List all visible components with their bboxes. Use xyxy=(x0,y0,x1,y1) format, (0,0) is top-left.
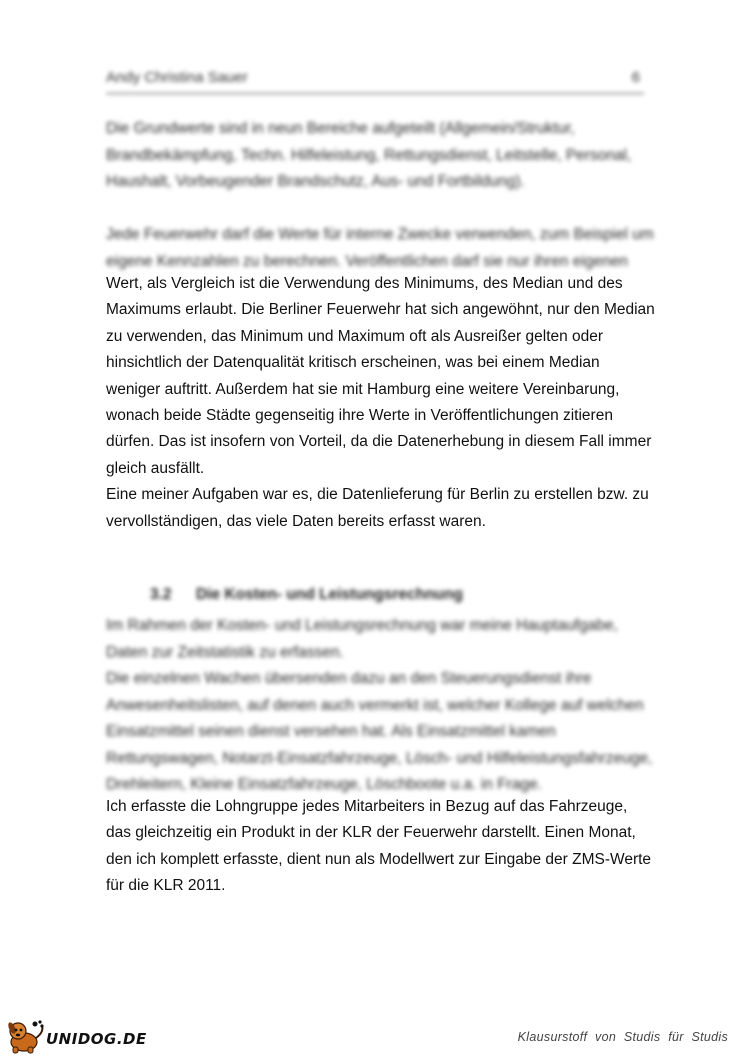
text-line: Ich erfasste die Lohngruppe jedes Mitarbeiters in Bezug auf das Fahrzeuge, xyxy=(106,798,628,815)
text-line: Die Grundwerte sind in neun Bereiche aufgeteilt (Allgemein/Struktur, xyxy=(106,120,575,137)
section-title: Die Kosten- und Leistungsrechnung xyxy=(196,586,463,603)
text-line: Die einzelnen Wachen übersenden dazu an den Steuerungsdienst ihre xyxy=(106,670,592,687)
text-line: wonach beide Städte gegenseitig ihre Werte in Veröffentlichungen zitieren xyxy=(106,407,613,425)
paragraph-2 xyxy=(106,271,655,535)
text-line: den ich komplett erfasste, dient nun als Modellwert zur Eingabe der ZMS-Werte xyxy=(106,850,652,868)
text-line: Daten zur Zeitstatistik zu erfassen. xyxy=(106,643,344,661)
page-header xyxy=(106,66,644,92)
text-line: Jede Feuerwehr darf die Werte für interne Zwecke verwenden, zum Beispiel um xyxy=(106,226,654,243)
text-line: hinsichtlich der Datenqualität kritisch erscheinen, was bei einem Median xyxy=(106,354,600,372)
text-line: eigene Kennzahlen zu berechnen. Veröffentlichen darf sie nur ihren eigenen xyxy=(106,252,628,270)
text-line: Maximums erlaubt. Die Berliner Feuerwehr hat sich angewöhnt, nur den Median xyxy=(106,301,655,319)
text-line: weniger auftritt. Außerdem hat sie mit Hamburg eine weitere Vereinbarung, xyxy=(106,380,620,398)
section-number: 3.2 xyxy=(150,586,172,603)
footer-tagline: Klausurstoff von Studis für Studis xyxy=(517,1030,728,1044)
brand-name: UNIDOG.DE xyxy=(46,1030,147,1048)
text-line: für die KLR 2011. xyxy=(106,877,226,895)
text-line: zu verwenden, das Minimum und Maximum oft als Ausreißer gelten oder xyxy=(106,327,604,345)
text-line: gleich ausfällt. xyxy=(106,459,205,477)
text-line: dürfen. Das ist insofern von Vorteil, da die Datenerhebung in diesem Fall immer xyxy=(106,433,652,451)
text-line: Wert, als Vergleich ist die Verwendung des Minimums, des Median und des xyxy=(106,275,623,292)
paragraph-3-blurred xyxy=(106,613,653,799)
text-line: Drehleitern, Kleine Einsatzfahrzeuge, Löschboote u.a. in Frage. xyxy=(106,776,542,793)
dog-mascot-icon xyxy=(4,1016,48,1056)
paragraph-1 xyxy=(106,116,642,196)
paragraph-2-blurred xyxy=(106,222,654,275)
text-line: Eine meiner Aufgaben war es, die Datenlieferung für Berlin zu erstellen bzw. zu xyxy=(106,486,649,504)
unidog-logo[interactable] xyxy=(4,1016,164,1056)
header-page-number: 6 xyxy=(631,69,640,86)
text-line: Haushalt, Vorbeugender Brandschutz, Aus- und Fortbildung). xyxy=(106,173,525,190)
section-heading xyxy=(150,586,463,604)
text-line: vervollständigen, das viele Daten bereits erfasst waren. xyxy=(106,512,486,530)
paragraph-3 xyxy=(106,794,652,900)
text-line: Im Rahmen der Kosten- und Leistungsrechnung war meine Hauptaufgabe, xyxy=(106,617,618,634)
text-line: Brandbekämpfung, Techn. Hilfeleistung, Rettungsdienst, Leitstelle, Personal, xyxy=(106,146,632,164)
text-line: Rettungswagen, Notarzt-Einsatzfahrzeuge, Lösch- und Hilfeleistungsfahrzeuge, xyxy=(106,749,653,767)
header-author: Andy Christina Sauer xyxy=(106,69,248,86)
text-line: Anwesenheitslisten, auf denen auch vermerkt ist, welcher Kollege auf welchen xyxy=(106,696,644,714)
text-line: Einsatzmittel seinen dienst versehen hat. Als Einsatzmittel kamen xyxy=(106,723,556,740)
header-rule xyxy=(106,93,644,94)
text-line: das gleichzeitig ein Produkt in der KLR der Feuerwehr darstellt. Einen Monat, xyxy=(106,824,636,842)
